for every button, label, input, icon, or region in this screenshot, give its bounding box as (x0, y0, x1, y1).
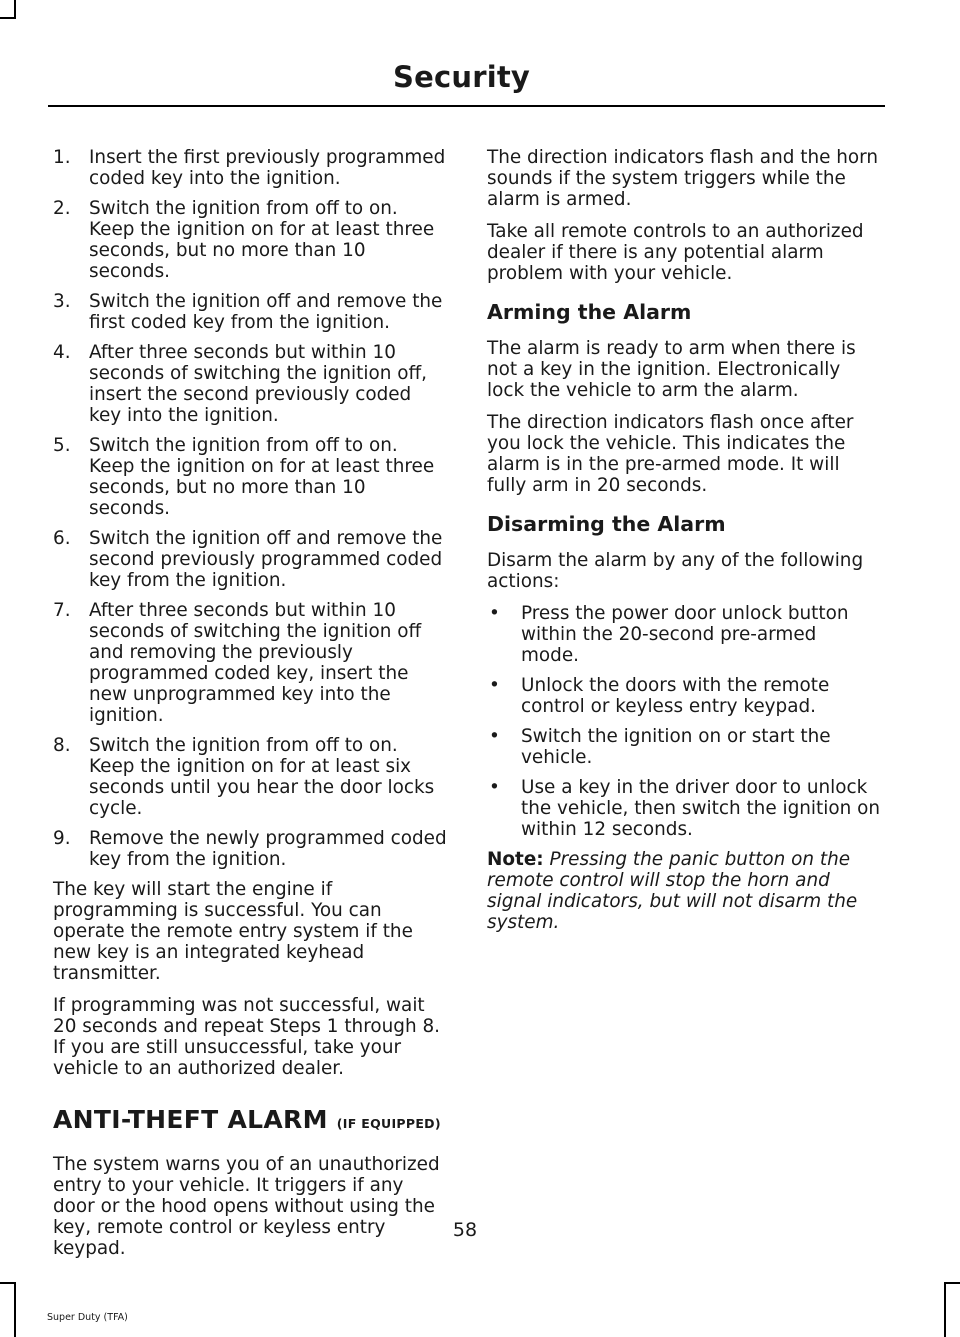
paragraph: The direction indicators flash and the horn sounds if the system triggers while the alarm is armed. (487, 147, 879, 210)
bullet-icon: • (489, 603, 500, 624)
page-number: 58 (452, 1219, 478, 1241)
left-column (53, 147, 447, 1270)
note-label: Note: (487, 849, 544, 870)
paragraph: The alarm is ready to arm when there is not a key in the ignition. Electronically lock the vehicle to arm the alarm. (487, 338, 856, 401)
subheading-disarming: Disarming the Alarm (487, 512, 726, 536)
step-number: 5. (53, 435, 71, 456)
step-number: 6. (53, 528, 71, 549)
list-item-text: Switch the ignition on or start the vehicle. (521, 726, 831, 768)
step-item (53, 735, 447, 819)
disarm-actions-list (487, 603, 880, 840)
paragraph: If programming was not successful, wait 20 seconds and repeat Steps 1 through 8. If you are still unsuccessful, take your vehicle to an authorized dealer. (53, 995, 440, 1079)
step-text: Switch the ignition from off to on. Keep the ignition on for at least six seconds until you hear the door locks cycle. (89, 735, 435, 819)
step-item (53, 198, 447, 282)
bullet-icon: • (489, 726, 500, 747)
step-text: Insert the first previously programmed coded key into the ignition. (89, 147, 446, 189)
step-item (53, 600, 447, 726)
list-item (487, 777, 880, 840)
list-item (487, 603, 880, 666)
step-number: 4. (53, 342, 71, 363)
section-qualifier: (IF EQUIPPED) (336, 1116, 441, 1131)
paragraph: Disarm the alarm by any of the following actions: (487, 550, 864, 592)
crop-mark (944, 1282, 946, 1337)
step-number: 2. (53, 198, 71, 219)
step-text: Switch the ignition from off to on. Keep the ignition on for at least three seconds, but no more than 10 seconds. (89, 198, 435, 282)
section-title: ANTI-THEFT ALARM (53, 1105, 328, 1134)
step-number: 8. (53, 735, 71, 756)
step-text: Remove the newly programmed coded key from the ignition. (89, 828, 447, 870)
note-text: Pressing the panic button on the remote control will stop the horn and signal indicators, but will not disarm the system. (487, 849, 858, 933)
step-number: 1. (53, 147, 71, 168)
step-text: After three seconds but within 10 seconds of switching the ignition off and removing the previously programmed coded key, insert the new unprogrammed key into the ignition. (89, 600, 422, 726)
list-item-text: Press the power door unlock button within the 20-second pre-armed mode. (521, 603, 849, 666)
right-column (487, 147, 880, 944)
crop-mark (944, 1282, 960, 1284)
paragraph: The direction indicators flash once after you lock the vehicle. This indicates the alarm is in the pre-armed mode. It will fully arm in 20 seconds. (487, 412, 854, 496)
crop-mark (0, 17, 16, 19)
list-item (487, 675, 880, 717)
bullet-icon: • (489, 777, 500, 798)
bullet-icon: • (489, 675, 500, 696)
paragraph: Take all remote controls to an authorized dealer if there is any potential alarm problem with your vehicle. (487, 221, 864, 284)
header-divider (48, 105, 885, 107)
step-text: Switch the ignition off and remove the first coded key from the ignition. (89, 291, 443, 333)
list-item-text: Unlock the doors with the remote control or keyless entry keypad. (521, 675, 830, 717)
crop-mark (14, 1282, 16, 1337)
step-number: 9. (53, 828, 71, 849)
step-item (53, 528, 447, 591)
step-text: Switch the ignition from off to on. Keep the ignition on for at least three seconds, but no more than 10 seconds. (89, 435, 435, 519)
paragraph: The key will start the engine if programming is successful. You can operate the remote entry system if the new key is an integrated keyhead transmitter. (53, 879, 413, 984)
paragraph: The system warns you of an unauthorized entry to your vehicle. It triggers if any door or the hood opens without using the key, remote control or keyless entry keypad. (53, 1154, 440, 1259)
note (487, 849, 880, 933)
crop-mark (0, 1282, 16, 1284)
list-item (487, 726, 880, 768)
page-title: Security (393, 60, 530, 94)
step-item (53, 435, 447, 519)
list-item-text: Use a key in the driver door to unlock the vehicle, then switch the ignition on within 12 seconds. (521, 777, 881, 840)
step-number: 7. (53, 600, 71, 621)
step-item (53, 828, 447, 870)
step-number: 3. (53, 291, 71, 312)
step-item (53, 147, 447, 189)
section-heading (53, 1105, 447, 1134)
footer-text: Super Duty (TFA) (47, 1312, 128, 1323)
subheading-arming: Arming the Alarm (487, 300, 692, 324)
step-text: After three seconds but within 10 seconds of switching the ignition off, insert the second previously coded key into the ignition. (89, 342, 427, 426)
step-item (53, 342, 447, 426)
step-item (53, 291, 447, 333)
crop-mark (14, 0, 16, 18)
programming-steps (53, 147, 447, 870)
step-text: Switch the ignition off and remove the second previously programmed coded key from the ignition. (89, 528, 443, 591)
